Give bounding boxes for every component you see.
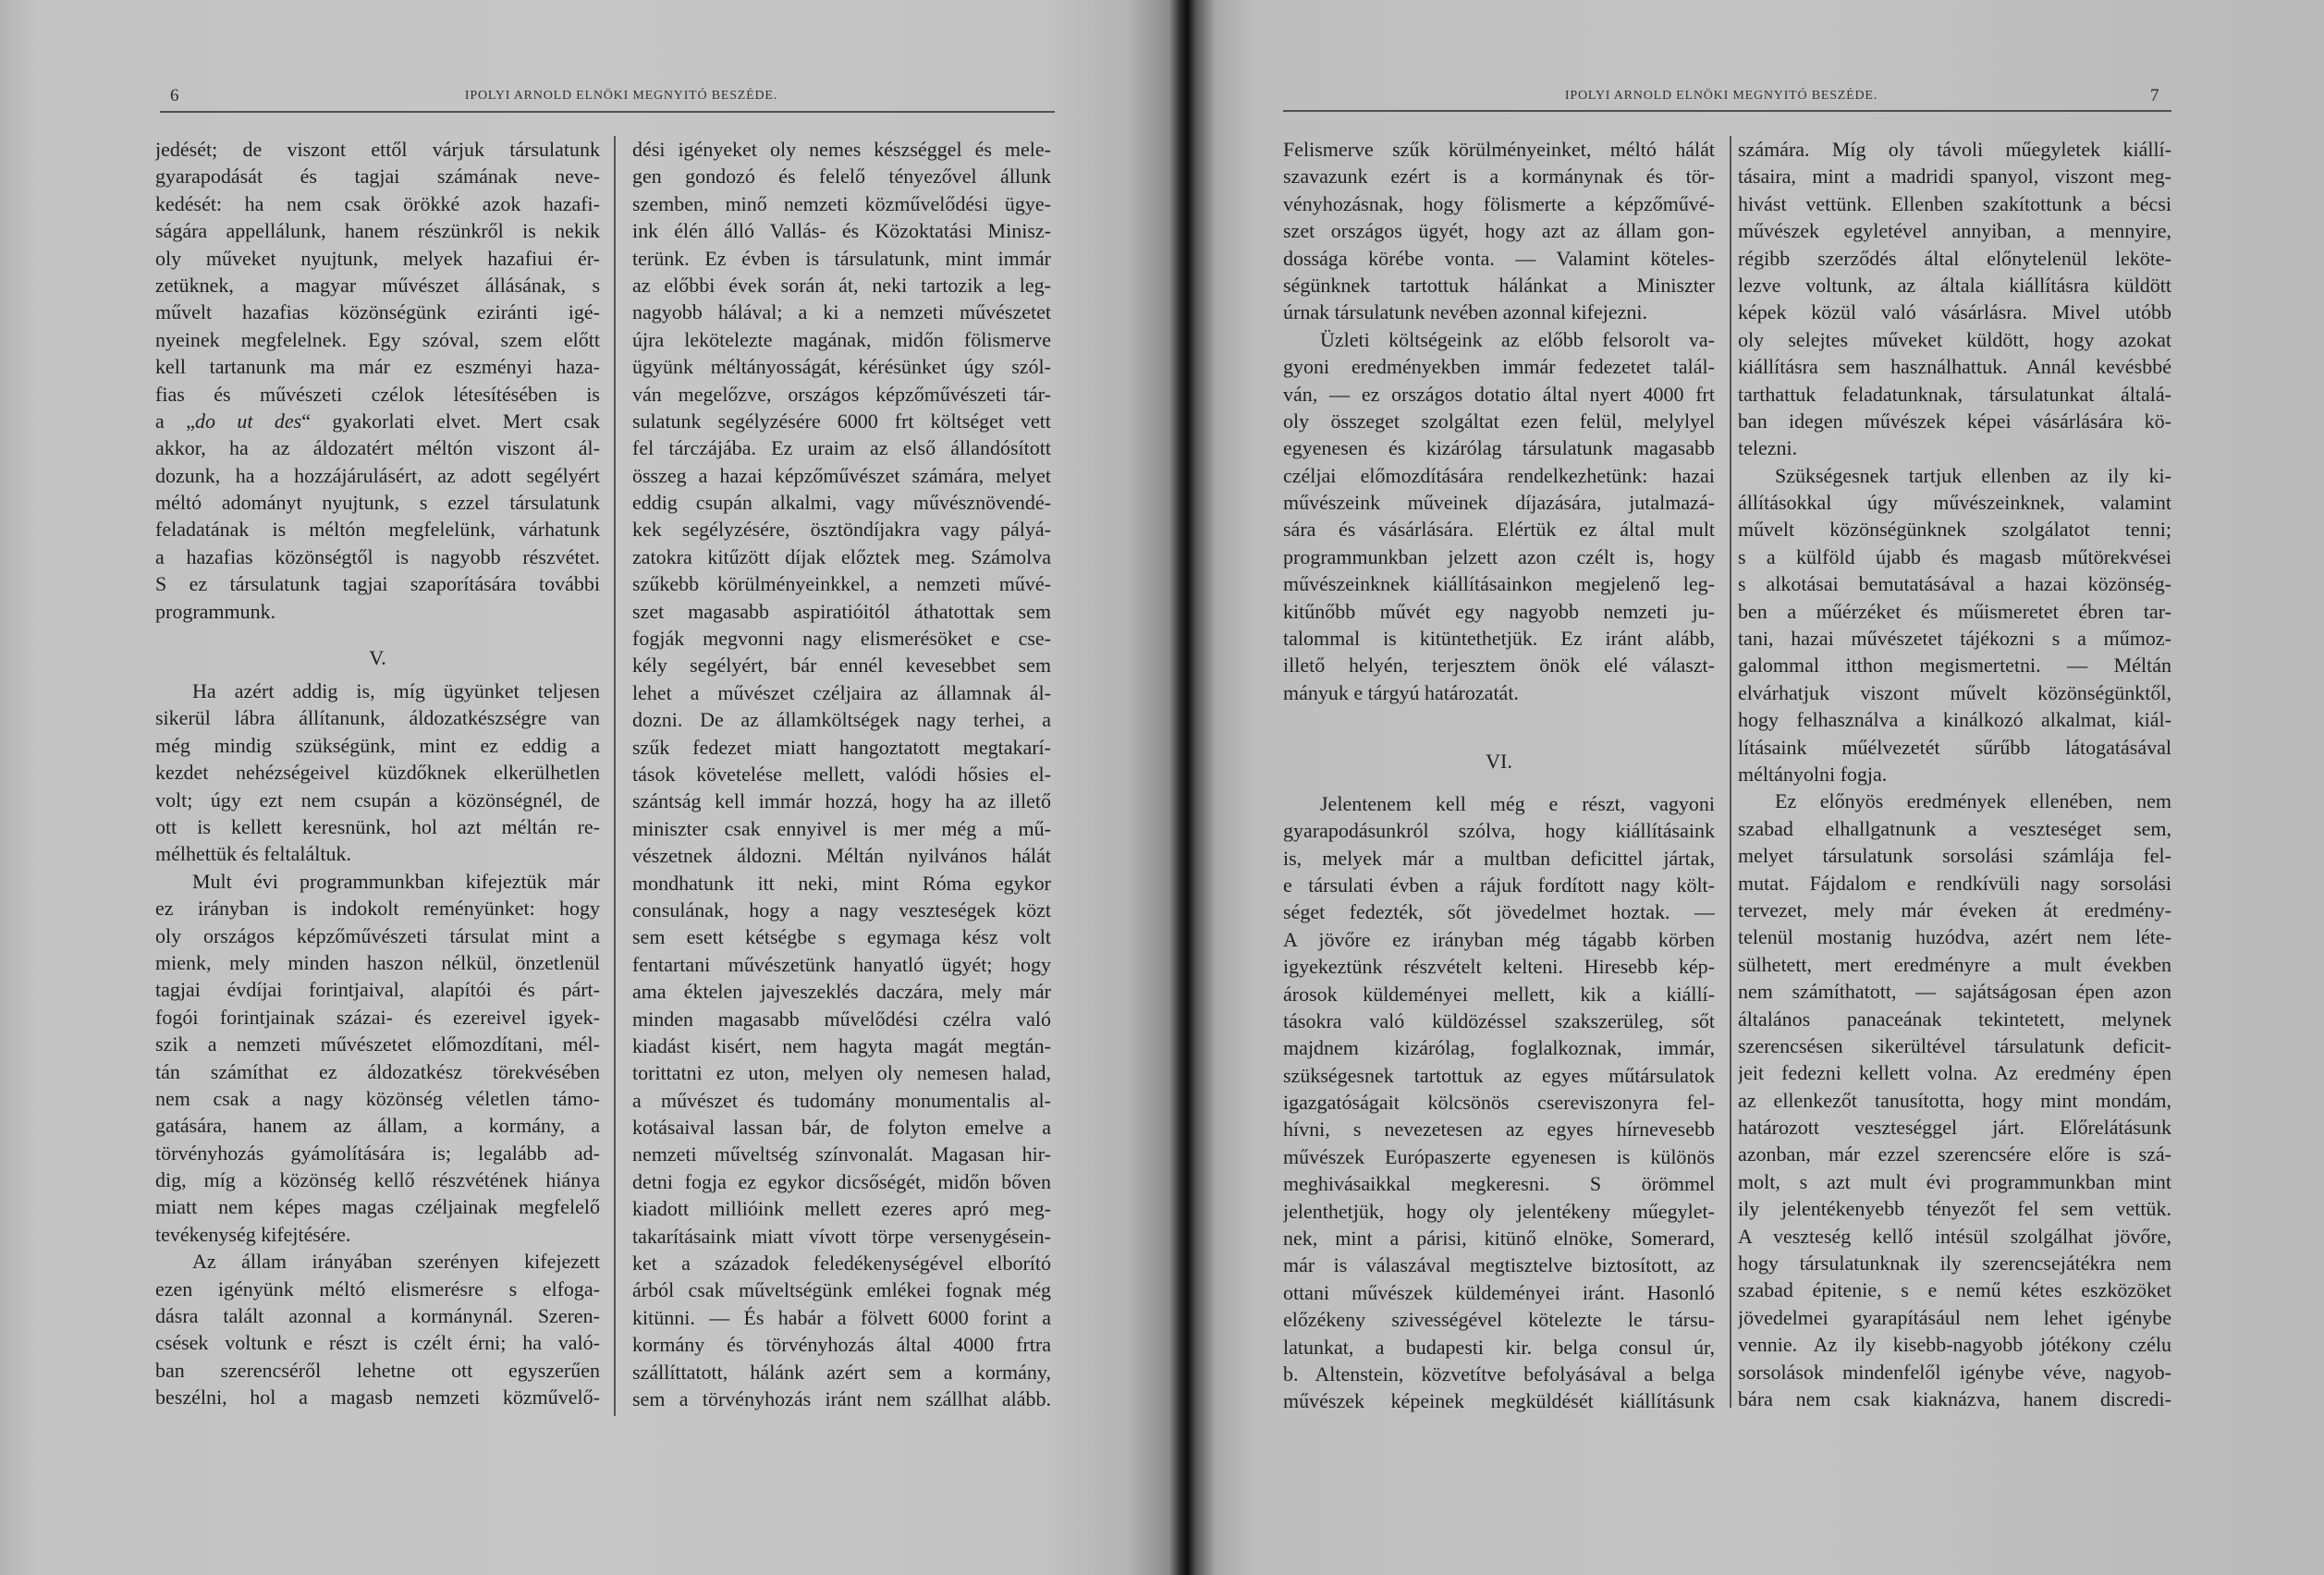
text-line: Felismerve szűk körülményeinket, méltó hálát xyxy=(1283,138,1715,161)
text-line: ban idegen művészek képei vásárlására kö- xyxy=(1738,409,2171,433)
text-line: csések voltunk e részt is czélt érni; ha való- xyxy=(155,1331,600,1355)
text-line: s a külföld újabb és magasb műtörekvései xyxy=(1738,544,2171,568)
text-line: sem a törvényhozás iránt nem szállhat alább. xyxy=(632,1386,1051,1410)
text-line: jelenthetjük, hogy oly jelentékeny műegylet- xyxy=(1283,1199,1715,1223)
text-fragment: a „ xyxy=(155,409,195,433)
text-line: szabad elhallgatnunk a veszteséget sem, xyxy=(1738,816,2171,840)
text-line: beszélni, hol a magasb nemzeti közművelő- xyxy=(155,1386,600,1410)
text-line: ezen igényünk méltó elismerésre s elfoga- xyxy=(155,1276,600,1300)
text-line: állításokkal úgy művészeinknek, valamint xyxy=(1738,491,2171,515)
text-line: is, melyek már a multban deficittel jártak, xyxy=(1283,846,1715,870)
text-line: dásra talált azonnal a kormánynál. Szeren- xyxy=(155,1304,600,1328)
text-line: ban szerencséről lehetne ott egyszerűen xyxy=(155,1358,600,1382)
text-line: tervezet, mely már éveken át eredmény- xyxy=(1738,897,2171,922)
text-line xyxy=(155,408,600,434)
text-line: talommal is kitüntethetjük. Ez iránt alább, xyxy=(1283,627,1715,651)
text-line: tani, hazai művészetet tájékozni s a műmoz- xyxy=(1738,627,2171,651)
text-line: lezve voltunk, az általa kiállításra küldött xyxy=(1738,273,2171,297)
text-line: kély segélyért, bár ennél kevesebbet sem xyxy=(632,653,1051,678)
text-line: Üzleti költségeink az előbb felsorolt va- xyxy=(1320,327,1715,351)
running-head: IPOLYI ARNOLD ELNÖKI MEGNYITÓ BESZÉDE. xyxy=(1564,89,1878,103)
text-line: mányuk e tárgyú határozatát. xyxy=(1283,680,1519,704)
text-line: általános panaceának tekintetett, melynek xyxy=(1738,1007,2171,1031)
text-line: detni fogja ez egykor dicsőségét, midőn bőven xyxy=(632,1169,1051,1193)
text-line: kiadott millióink mellett ezeres apró meg- xyxy=(632,1197,1051,1221)
text-line: torittatni ez uton, melyen oly nemesen halad, xyxy=(632,1061,1051,1085)
text-line: ottani művészek küldeményei iránt. Hasonló xyxy=(1283,1280,1715,1304)
paragraph xyxy=(1738,788,2171,1412)
text-line: eddig csupán alkalmi, vagy művésznövendé- xyxy=(632,491,1051,515)
paragraph xyxy=(155,1248,600,1410)
section-body xyxy=(155,136,600,625)
text-line: sorsolások mindenfelől igénybe véve, nagyob- xyxy=(1738,1360,2171,1384)
paragraph xyxy=(1283,136,1715,326)
text-line: szerencsésen sikerültével társulatunk deficit- xyxy=(1738,1033,2171,1057)
text-line: S ez társulatunk tagjai szaporítására további xyxy=(155,572,600,596)
text-line: A veszteség kellő intésül szolgálhat jövőre, xyxy=(1738,1224,2171,1248)
text-line: tásokra való küldözéssel szakszerüleg, sőt xyxy=(1283,1008,1715,1032)
text-line: mienk, mely minden haszon nélkül, önzetlenül xyxy=(155,950,600,974)
column-divider xyxy=(1730,136,1731,1408)
text-line: meghivásaikkal megkeresni. S örömmel xyxy=(1283,1172,1715,1196)
text-line: szállíttatott, hálánk azért sem a kormány, xyxy=(632,1360,1051,1384)
text-line: bára nem csak kiaknázva, hanem discredi- xyxy=(1738,1386,2171,1410)
text-line: fogói forintjainak százai- és ezereivel igyek- xyxy=(155,1005,600,1029)
page-number: 7 xyxy=(2150,86,2159,105)
text-line: gatására, hanem az állam, a kormány, a xyxy=(155,1114,600,1138)
text-line: ben a műérzéket és műismeretet ébren tar- xyxy=(1738,599,2171,623)
text-line: séget fedezték, sőt jövedelmet hoztak. — xyxy=(1283,900,1715,924)
text-line: mélhettük és feltaláltuk. xyxy=(155,842,351,866)
paragraph xyxy=(1738,462,2171,788)
text-line: ama éktelen jajveszeklés daczára, mely már xyxy=(632,980,1051,1004)
text-line: tarthattuk feladatunknak, társulatunkat általá- xyxy=(1738,382,2171,406)
left-page-column-1 xyxy=(155,136,600,1411)
text-line: képek közül való vásárlásra. Mivel utóbb xyxy=(1738,300,2171,324)
text-line: gyoni eredményekben immár fedezetet talál- xyxy=(1283,355,1715,379)
text-line: miniszter csak ennyivel is mer még a mű- xyxy=(632,816,1051,840)
text-line: szűkebb körülményeinkkel, a nemzeti művé- xyxy=(632,572,1051,596)
text-line: az előbbi évek során át, neki tartozik a leg- xyxy=(632,273,1051,297)
text-line: mutat. Fájdalom e rendkívüli nagy sorsolási xyxy=(1738,871,2171,895)
text-line: b. Altenstein, közvetítve befolyásával a belga xyxy=(1283,1362,1715,1386)
text-line: ily jelentékenyebb tényezőt fel sem vettük. xyxy=(1738,1197,2171,1221)
text-line: kell tartanunk ma már ez eszményi haza- xyxy=(155,355,600,379)
text-line: oly összeget szolgáltat ezen felül, melylyel xyxy=(1283,409,1715,433)
text-line: sem esett kétségbe s egymaga kész volt xyxy=(632,925,1051,949)
text-line: Ez előnyös eredmények ellenében, nem xyxy=(1775,789,2171,813)
text-line: terünk. Ez évben is társulatunk, mint immár xyxy=(632,246,1051,270)
text-line: oly selejtes műveket küldött, hogy azokat xyxy=(1738,327,2171,351)
text-line: árból csak műveltségünk emlékei fognak még xyxy=(632,1278,1051,1302)
text-line: elvárhatjuk viszont művelt közönségünktől, xyxy=(1738,680,2171,704)
text-line: tán számíthat ez áldozatkész törekvésében xyxy=(155,1059,600,1083)
paragraph xyxy=(155,136,600,625)
text-line: művészek egyletével annyiban, a mennyire, xyxy=(1738,219,2171,243)
text-line: dig, míg a közönség kellő részvétének hiánya xyxy=(155,1168,600,1192)
text-line: szűk fedezet miatt hangoztatott megtakarí- xyxy=(632,735,1051,759)
text-line: ván, — ez országos dotatio által nyert 4000 frt xyxy=(1283,382,1715,406)
paragraph xyxy=(155,868,600,1248)
text-line: kiadást kisért, nem hagyta magát megtán- xyxy=(632,1033,1051,1057)
text-line: egyenesen és kizárólag társulatunk magasabb xyxy=(1283,436,1715,460)
text-line: nek, mint a párisi, kitünő elnöke, Somerard, xyxy=(1283,1227,1715,1251)
text-line: jedését; de viszont ettől várjuk társulatunk xyxy=(155,138,600,161)
text-line: újra lekötelezte magának, midőn fölismerve xyxy=(632,327,1051,351)
paragraph xyxy=(155,678,600,868)
text-fragment: “ gyakorlati elvet. Mert csak xyxy=(301,409,600,433)
text-line: zatokra kitűzött díjak előztek meg. Számolva xyxy=(632,544,1051,568)
text-line: nagyobb hálával; a ki a nemzeti művészetet xyxy=(632,300,1051,324)
text-line: akkor, ha az áldozatért méltón viszont ál- xyxy=(155,436,600,460)
text-line: feladatának is méltón megfelelünk, várhatunk xyxy=(155,518,600,542)
text-line: igazgatóságait kölcsönös csereviszonyra fel- xyxy=(1283,1091,1715,1115)
text-line: tások követelése mellett, valódi hősies el- xyxy=(632,762,1051,786)
text-line: hívni, s nevezetesen az egyes hírnevesebb xyxy=(1283,1117,1715,1142)
text-line: tevékenység kifejtésére. xyxy=(155,1222,351,1246)
text-line: sikerül lábra állítanunk, áldozatkészségre van xyxy=(155,706,600,730)
text-line: programmunkban jelzett azon czélt is, hogy xyxy=(1283,544,1715,568)
text-line: művészeink műveinek díjazására, jutalmazá- xyxy=(1283,491,1715,515)
text-line: szántság kell immár hozzá, hogy ha az illető xyxy=(632,789,1051,813)
text-line: sára és vásárlására. Elértük ez által mult xyxy=(1283,518,1715,542)
text-line: majdnem kizárólag, foglalkoznak, immár, xyxy=(1283,1036,1715,1060)
text-line: gyarapodását és tagjai számának neve- xyxy=(155,165,600,189)
text-line: nyeinek megfelelnek. Egy szóval, szem előtt xyxy=(155,327,600,351)
text-line: fogják megvonni nagy elismerésöket e cse- xyxy=(632,627,1051,651)
text-line: művészeinknek kiállításainkon megjelenő leg- xyxy=(1283,572,1715,596)
text-line: Az állam irányában szerényen kifejezett xyxy=(192,1250,600,1274)
text-line: árosok küldeményei mellett, kik a kiállí- xyxy=(1283,982,1715,1006)
text-line: igyekeztünk részvételt kelteni. Hiresebb kép- xyxy=(1283,955,1715,979)
text-line: ket a századok feledékenységével elborító xyxy=(632,1251,1051,1276)
text-line: ez irányban is indokolt reményünket: hogy xyxy=(155,897,600,921)
text-line: szabad épitenie, s e nemű kétes eszközöket xyxy=(1738,1278,2171,1302)
text-line: fel tárczájába. Ez uraim az első állandósított xyxy=(632,436,1051,460)
text-line: méltó adományt nyujtunk, s ezzel társulatunk xyxy=(155,491,600,515)
text-line: illető helyén, terjesztem önök elé választ- xyxy=(1283,653,1715,678)
text-line: galommal itthon megismertetni. — Méltán xyxy=(1738,653,2171,678)
text-line: minden magasabb művelődési czélra való xyxy=(632,1007,1051,1031)
text-line: oly műveket nyujtunk, melyek hazafiui ér- xyxy=(155,246,600,270)
text-line: művészek Európaszerte egyenesen is különös xyxy=(1283,1144,1715,1168)
text-line: a hazafias közönségtől is nagyobb részvétet. xyxy=(155,544,600,568)
text-line: molt, s azt mult évi programmunkban mint xyxy=(1738,1169,2171,1193)
text-line: takarításaink miatt vívott törpe versenygésein- xyxy=(632,1224,1051,1248)
text-line: kek segélyzésére, ösztöndíjakra vagy pályá- xyxy=(632,518,1051,542)
text-line: kezdet nehézségeivel küzdőknek elkerülhetlen xyxy=(155,761,600,785)
section-body xyxy=(632,136,1051,1412)
text-line: már is válaszával megtisztelve biztosított, az xyxy=(1283,1253,1715,1277)
text-line: consulának, hogy a nagy veszteségek közt xyxy=(632,897,1051,922)
text-line: hogy felhasználva a kinálkozó alkalmat, kiál- xyxy=(1738,708,2171,732)
text-line: ügyünk méltányosságát, kérésünket úgy szól- xyxy=(632,355,1051,379)
text-line: miatt nem képes magas czéljainak megfelelő xyxy=(155,1195,600,1219)
text-line: szemben, minő nemzeti közművelődési ügye- xyxy=(632,191,1051,215)
left-page-column-2 xyxy=(632,136,1051,1412)
text-line: zetüknek, a magyar művészet állásának, s xyxy=(155,273,600,297)
text-line: sulatunk segélyzésére 6000 frt költséget vett xyxy=(632,409,1051,433)
section-body xyxy=(155,678,600,1411)
text-line: gen gondozó és felelő tényezővel állunk xyxy=(632,165,1051,189)
header-rule xyxy=(160,111,1055,113)
running-head: IPOLYI ARNOLD ELNÖKI MEGNYITÓ BESZÉDE. xyxy=(464,89,778,103)
text-line: oly országos képzőművészeti társulat mint a xyxy=(155,923,600,947)
text-line: A jövőre ez irányban még tágabb körben xyxy=(1283,927,1715,951)
text-line: vennie. Az ily kisebb-nagyobb jótékony czélu xyxy=(1738,1333,2171,1357)
text-line: nem csak a nagy közönség véletlen támo- xyxy=(155,1086,600,1110)
text-line: fias és művészeti czélok létesítésében is xyxy=(155,382,600,406)
text-line: Mult évi programmunkban kifejeztük már xyxy=(192,869,600,893)
text-line: tagjai évdíjai forintjaival, alapítói és párt- xyxy=(155,978,600,1002)
text-line: az ellenkezőt tanusította, hogy mint mondám, xyxy=(1738,1088,2171,1112)
text-line: kitünni. — És habár a fölvett 6000 forint a xyxy=(632,1305,1051,1329)
right-page-column-2 xyxy=(1738,136,2171,1412)
paragraph xyxy=(1738,136,2171,462)
header-rule xyxy=(1283,110,2171,112)
text-line: határozott veszteséggel járt. Előrelátásunk xyxy=(1738,1116,2171,1140)
text-line: ott is kellett keresnünk, hol azt méltán re- xyxy=(155,814,600,838)
text-line: jeit fedezni kellett volna. Az eredmény épen xyxy=(1738,1061,2171,1085)
text-line: ván megelőzve, országos képzőművészeti tár- xyxy=(632,382,1051,406)
text-line: sülhetett, mert eredményre a mult években xyxy=(1738,952,2171,976)
paragraph xyxy=(1283,326,1715,706)
text-line: a művészet és tudomány monumentalis al- xyxy=(632,1088,1051,1112)
text-line: szavazunk ezért is a kormánynak és tör- xyxy=(1283,165,1715,189)
text-line: latunkat, a budapesti kir. belga consul úr, xyxy=(1283,1335,1715,1359)
text-line: Ha azért addig is, míg ügyünket teljesen xyxy=(192,679,600,703)
text-line: telezni. xyxy=(1738,436,1798,460)
text-line: nem számíthatott, — sajátságosan épen azon xyxy=(1738,980,2171,1004)
text-line: szik a nemzeti művészetet előmozdítani, mél- xyxy=(155,1032,600,1056)
section-heading-v: V. xyxy=(369,646,386,670)
text-line: kedését: ha nem csak örökké azok hazafi- xyxy=(155,191,600,215)
text-line: programmunk. xyxy=(155,599,276,623)
text-line: gyarapodásunkról szólva, hogy kiállításaink xyxy=(1283,819,1715,843)
text-line: s alkotásai bemutatásával a hazai közönség- xyxy=(1738,572,2171,596)
text-line: művészek képeinek megküldését kiállításunk xyxy=(1283,1389,1715,1413)
section-heading-vi: VI. xyxy=(1486,750,1512,774)
paragraph xyxy=(1283,790,1715,1415)
text-line: mondhatunk itt neki, mint Róma egykor xyxy=(632,871,1051,895)
text-line: tásaira, mint a madridi spanyol, viszont meg- xyxy=(1738,165,2171,189)
italic-phrase: do ut des xyxy=(194,409,302,433)
text-line: nemzeti műveltség színvonalát. Magasan hir- xyxy=(632,1142,1051,1166)
text-line: méltányolni fogja. xyxy=(1738,762,1888,786)
text-line: törvényhozás gyámolítására is; legalább ad- xyxy=(155,1141,600,1165)
text-line: dozni. De az államköltségek nagy terhei, a xyxy=(632,708,1051,732)
text-line: művelt hazafias közönségünk eziránti igé- xyxy=(155,300,600,324)
text-line: hogy társulatunknak ily szerencsejátékra nem xyxy=(1738,1251,2171,1276)
text-line: lehet a művészet czéljaira az államnak ál- xyxy=(632,680,1051,704)
text-line: kitűnőbb művét egy nagyobb nemzeti ju- xyxy=(1283,599,1715,623)
text-line: úrnak társulatunk nevében azonnal kifejezni. xyxy=(1283,300,1648,324)
text-line: telenül mostanig huzódva, azért nem léte- xyxy=(1738,925,2171,949)
text-line: Jelentenem kell még e részt, vagyoni xyxy=(1320,791,1715,815)
page-number: 6 xyxy=(170,86,179,105)
text-line: kiállításra sem használhattuk. Annál kevésbbé xyxy=(1738,355,2171,379)
text-line: összeg a hazai képzőművészet számára, melyet xyxy=(632,463,1051,487)
text-line: ségünknek tartottuk hálánkat a Miniszter xyxy=(1283,273,1715,297)
text-line: Szükségesnek tartjuk ellenben az ily ki- xyxy=(1775,463,2171,487)
section-body xyxy=(1283,136,1715,706)
column-divider xyxy=(614,136,616,1416)
text-line: szet országos ügyét, hogy azt az állam gon- xyxy=(1283,219,1715,243)
text-line: hivást vettünk. Ellenben szakítottunk a bécsi xyxy=(1738,191,2171,215)
text-line: czéljai előmozdítására rendelkezhetünk: hazai xyxy=(1283,463,1715,487)
right-page xyxy=(1186,0,2324,1575)
text-line: fentartani művészetünk hanyatló ügyét; hogy xyxy=(632,952,1051,976)
text-line: dési igényeket oly nemes készséggel és mele- xyxy=(632,138,1051,161)
section-body xyxy=(1738,136,2171,1412)
text-line: e társulati évben a rájuk fordított nagy költ- xyxy=(1283,873,1715,897)
section-body xyxy=(1283,790,1715,1415)
text-line: művelt közönségünknek szolgálatot tenni; xyxy=(1738,518,2171,542)
text-line: régibb szerződés által előnytelenül leköte- xyxy=(1738,246,2171,270)
text-line: még mindig szükségünk, mint ez eddig a xyxy=(155,733,600,757)
text-line: számára. Míg oly távoli műegyletek kiállí- xyxy=(1738,138,2171,161)
paragraph xyxy=(632,136,1051,1412)
text-line: kormány és törvényhozás által 4000 frtra xyxy=(632,1333,1051,1357)
text-line: vényhozásnak, hogy fölismerte a képzőművé- xyxy=(1283,191,1715,215)
text-line: lításaink műélvezetét sűrűbb látogatásával xyxy=(1738,735,2171,759)
right-page-column-1 xyxy=(1283,136,1715,1415)
text-line: vészetnek áldozni. Méltán nyilvános hálát xyxy=(632,844,1051,868)
text-line: előzékeny szivességével kötelezte le társu- xyxy=(1283,1308,1715,1332)
text-line: azonban, már ezzel szerencsére előre is szá- xyxy=(1738,1142,2171,1166)
text-line: ink élén álló Vallás- és Közoktatási Minisz- xyxy=(632,219,1051,243)
text-line: dossága körébe vonta. — Valamint köteles- xyxy=(1283,246,1715,270)
text-line: melyet társulatunk sorsolási számlája fel- xyxy=(1738,844,2171,868)
text-line: volt; úgy ezt nem csupán a közönségnél, de xyxy=(155,788,600,812)
text-line: kotásaival lassan bár, de folyton emelve a xyxy=(632,1116,1051,1140)
text-line: jövedelmei gyarapításául nem lehet igénybe xyxy=(1738,1305,2171,1329)
text-line: dozunk, ha a hozzájárulásért, az adott segélyért xyxy=(155,463,600,487)
text-line: szet magasabb aspiratióitól áthatottak sem xyxy=(632,599,1051,623)
text-line: szükségesnek tartottuk az egyes műtársulatok xyxy=(1283,1063,1715,1087)
text-line: ságára appellálunk, hanem részünkről is nekik xyxy=(155,219,600,243)
